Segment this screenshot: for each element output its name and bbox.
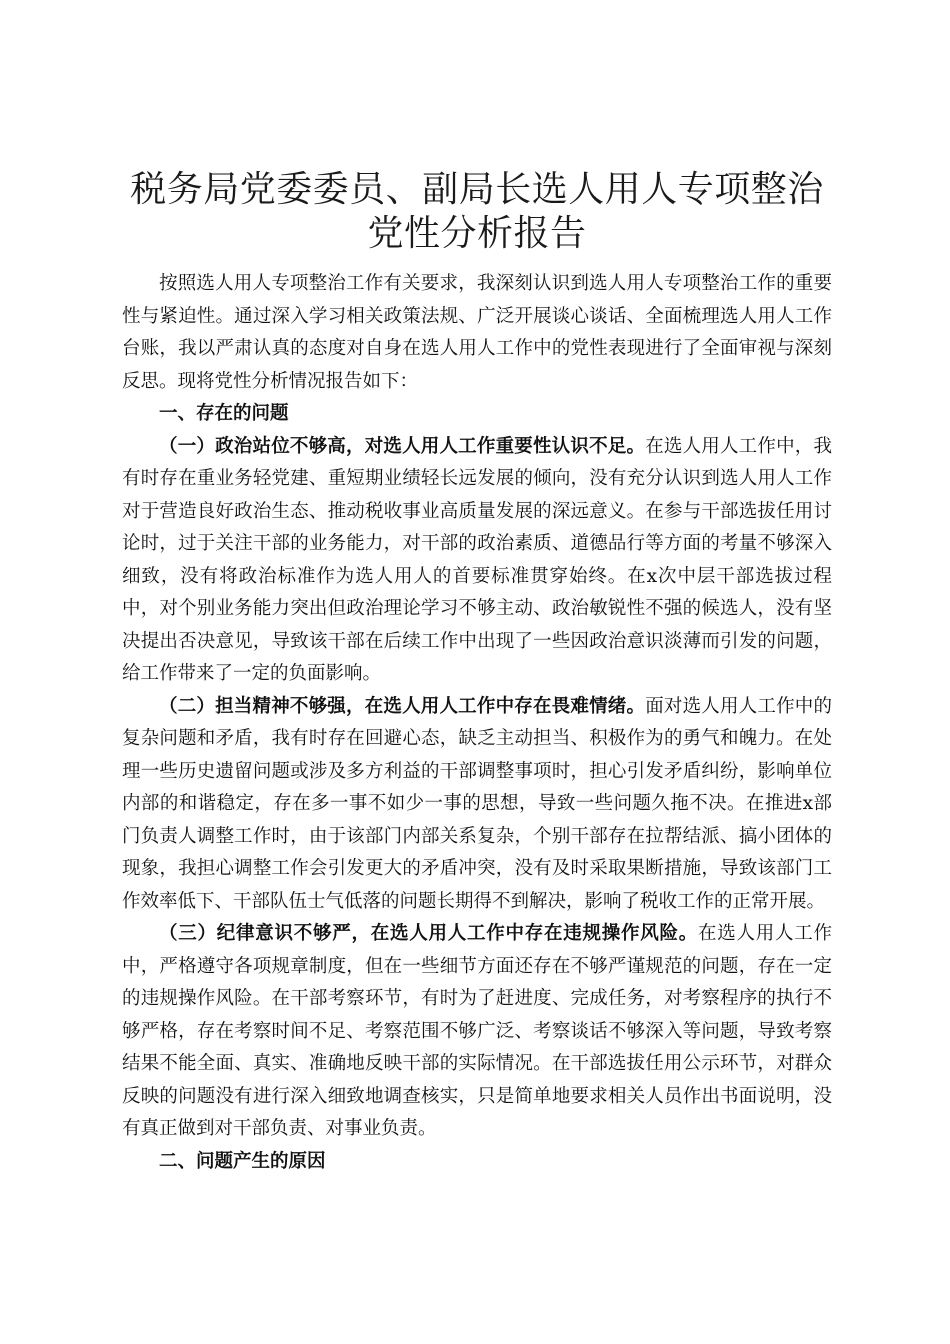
document-body <box>122 268 832 1178</box>
section-heading-causes: 二、问题产生的原因 <box>159 1150 326 1172</box>
intro-paragraph: 按照选人用人专项整治工作有关要求，我深刻认识到选人用人专项整治工作的重要性与紧迫性。通过深入学习相关政策法规、广泛开展谈心谈话、全面梳理选人用人工作台账，我以严肃认真的态度对自身在选人用人工作中的党性表现进行了全面审视与深刻反思。现将党性分析情况报告如下： <box>122 273 832 392</box>
section-heading-problems: 一、存在的问题 <box>159 403 289 424</box>
problem-paragraph-3 <box>122 918 832 1146</box>
problem-lead-3: （三）纪律意识不够严，在选人用人工作中存在违规操作风险。 <box>159 923 698 944</box>
problem-text-3: 在选人用人工作中，严格遵守各项规章制度，但在一些细节方面还存在不够严谨规范的问题，存在一定的违规操作风险。在干部考察环节，有时为了赶进度、完成任务，对考察程序的执行不够严格，存在考察时间不足、考察范围不够广泛、考察谈话不够深入等问题，导致考察结果不能全面、真实、准确地反映干部的实际情况。在干部选拔任用公示环节，对群众反映的问题没有进行深入细致地调查核实，只是简单地要求相关人员作出书面说明，没有真正做到对干部负责、对事业负责。 <box>122 923 832 1139</box>
problem-paragraph-2 <box>122 691 832 919</box>
problem-text-2: 面对选人用人工作中的复杂问题和矛盾，我有时存在回避心态，缺乏主动担当、积极作为的勇气和魄力。在处理一些历史遗留问题或涉及多方利益的干部调整事项时，担心引发矛盾纠纷，影响单位内部的和谐稳定，存在多一事不如少一事的思想，导致一些问题久拖不决。在推进x部门负责人调整工作时，由于该部门内部关系复杂，个别干部存在拉帮结派、搞小团体的现象，我担心调整工作会引发更大的矛盾冲突，没有及时采取果断措施，导致该部门工作效率低下、干部队伍士气低落的问题长期得不到解决，影响了税收工作的正常开展。 <box>122 695 832 912</box>
document-title: 税务局党委委员、副局长选人用人专项整治党性分析报告 <box>130 169 824 254</box>
problem-lead-2: （二）担当精神不够强，在选人用人工作中存在畏难情绪。 <box>159 695 646 717</box>
problem-paragraph-1 <box>122 431 832 691</box>
problem-text-1: 在选人用人工作中，我有时存在重业务轻党建、重短期业绩轻长远发展的倾向，没有充分认识到选人用人工作对于营造良好政治生态、推动税收事业高质量发展的深远意义。在参与干部选拔任用讨论时，过于关注干部的业务能力，对干部的政治素质、道德品行等方面的考量不够深入细致，没有将政治标准作为选人用人的首要标准贯穿始终。在x次中层干部选拔过程中，对个别业务能力突出但政治理论学习不够主动、政治敏锐性不强的候选人，没有坚决提出否决意见，导致该干部在后续工作中出现了一些因政治意识淡薄而引发的问题，给工作带来了一定的负面影响。 <box>122 435 832 684</box>
problem-lead-1: （一）政治站位不够高，对选人用人工作重要性认识不足。 <box>159 435 646 457</box>
